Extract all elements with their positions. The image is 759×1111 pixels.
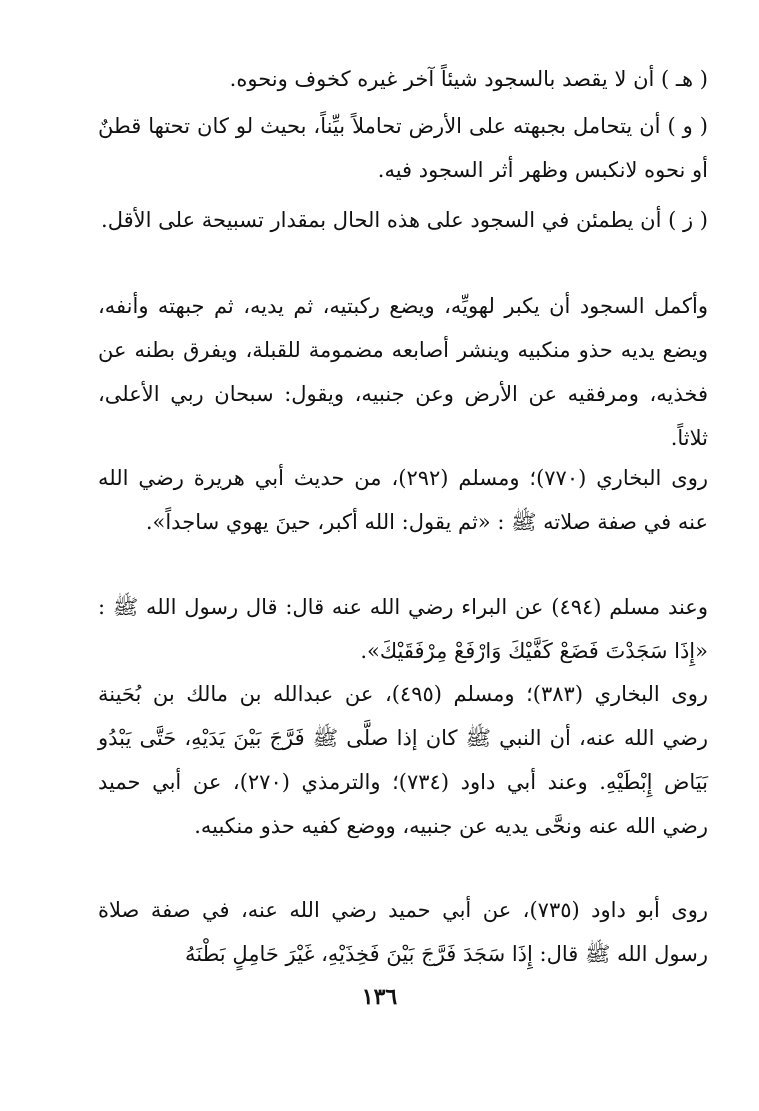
hadith-abu-dawud-paragraph (98, 888, 708, 976)
paragraph: روى البخاري (٧٧٠)؛ ومسلم (٢٩٢)، من حديث أبي هريرة رضي الله عنه في صفة صلاته ﷺ : «ثم يقول: الله أكبر، حينَ يهوي ساجداً». (98, 466, 708, 534)
page-number: ١٣٦ (361, 984, 398, 1010)
paragraph: وعند مسلم (٤٩٤) عن البراء رضي الله عنه قال: قال رسول الله ﷺ : «إِذَا سَجَدْتَ فَضَعْ كَفَّيْكَ وَارْفَعْ مِرْفَقَيْكَ». (98, 595, 708, 663)
hadith-bukhari-muslim-paragraph (98, 456, 708, 544)
paragraph: ( و ) أن يتحامل بجبهته على الأرض تحاملاً بيِّناً، بحيث لو كان تحتها قطنٌ أو نحوه لانكبس وظهر أثر السجود فيه. (98, 114, 708, 182)
paragraph: وأكمل السجود أن يكبر لهويِّه، ويضع ركبتيه، ثم يديه، ثم جبهته وأنفه، ويضع يديه حذو منكبيه وينشر أصابعه مضمومة للقبلة، ويفرق بطنه عن فخذيه، ومرفقيه عن الأرض وعن جنبيه، ويقول: سبحان ربي الأعلى، ثلاثاً. (98, 294, 708, 450)
paragraph: ( هـ ) أن لا يقصد بالسجود شيئاً آخر غيره كخوف ونحوه. (229, 67, 708, 91)
paragraph: روى البخاري (٣٨٣)؛ ومسلم (٤٩٥)، عن عبدالله بن مالك بن بُحَينة رضي الله عنه، أن النبي ﷺ كان إذا صلَّى ﷺ فَرَّجَ بَيْنَ يَدَيْهِ، حَتَّى يَبْدُو بَيَاض إِبْطَيْهِ. وعند أبي داود (٧٣٤)؛ والترمذي (٢٧٠)، عن أبي حميد رضي الله عنه ونحَّى يديه عن جنبيه، ووضع كفيه حذو منكبيه. (98, 682, 708, 838)
hadith-buhaina-paragraph (98, 672, 708, 848)
paragraph: روى أبو داود (٧٣٥)، عن أبي حميد رضي الله عنه، في صفة صلاة رسول الله ﷺ قال: إِذَا سَجَدَ فَرَّجَ بَيْنَ فَخِذَيْهِ، غَيْرَ حَامِلٍ بَطْنَهُ (98, 898, 708, 966)
hadith-muslim-baraa-paragraph (98, 585, 708, 673)
paragraph: ( ز ) أن يطمئن في السجود على هذه الحال بمقدار تسبيحة على الأقل. (101, 208, 708, 232)
condition-h (98, 57, 708, 101)
condition-z (98, 198, 708, 242)
condition-w (98, 104, 708, 192)
complete-prostration-paragraph (98, 284, 708, 460)
